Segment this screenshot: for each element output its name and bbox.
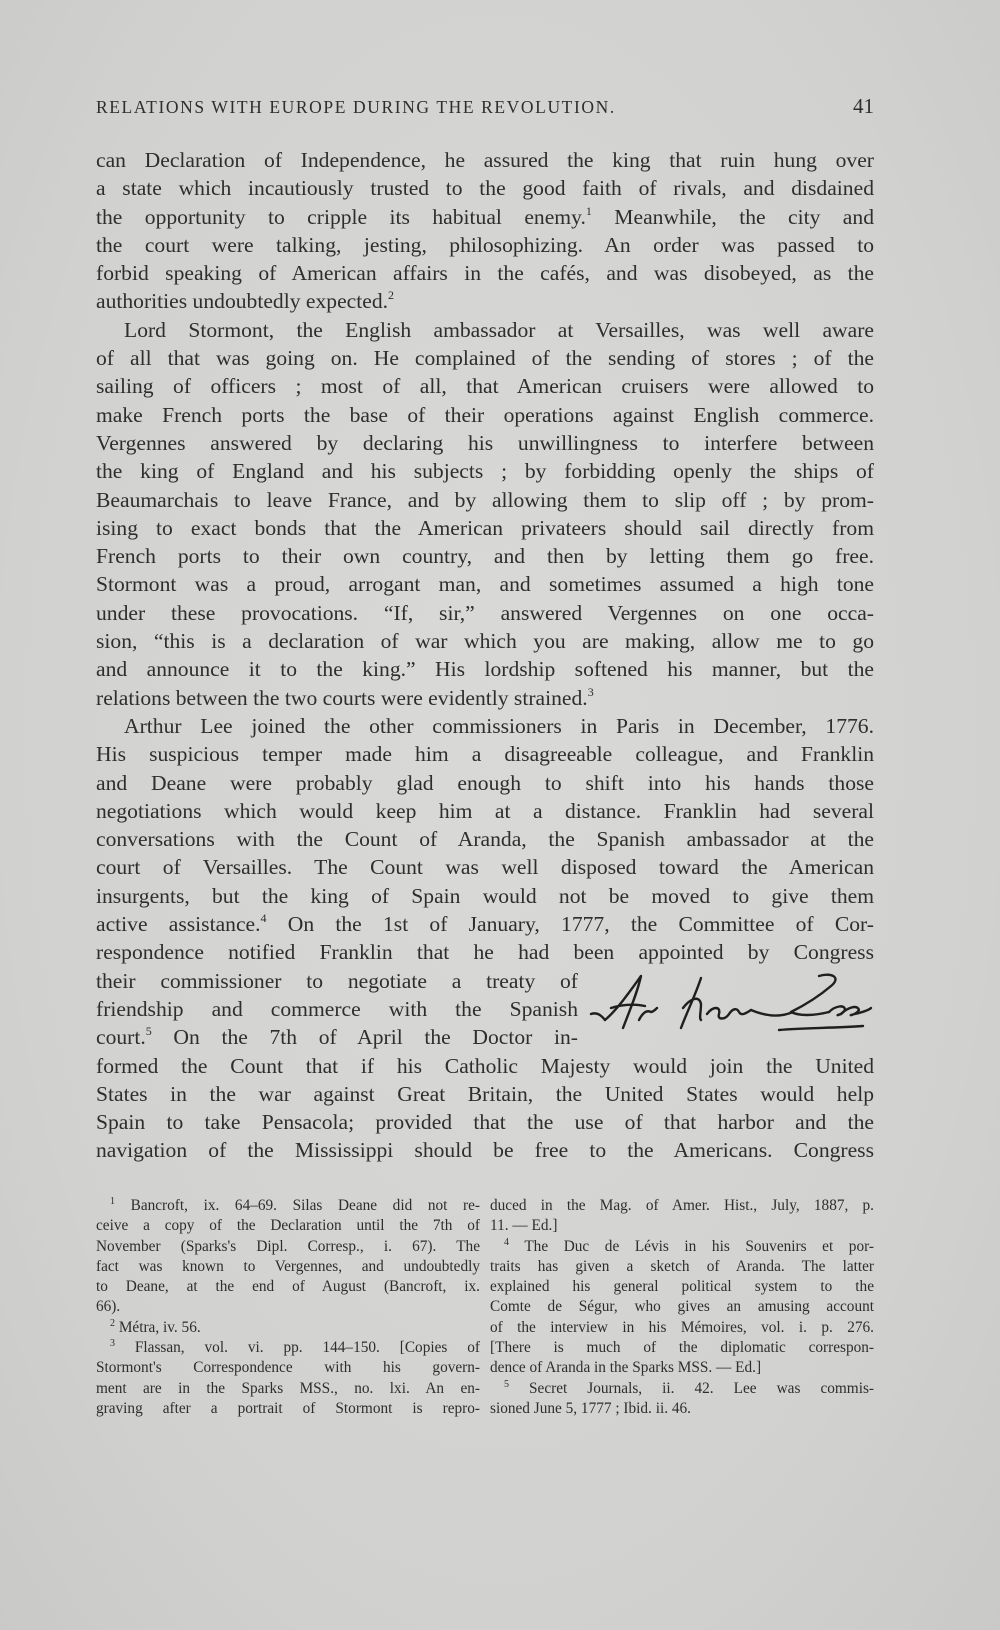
text-line: navigation of the Mississippi should be free to the Americans. Congress — [96, 1138, 874, 1163]
footnote-line: $^4$ The Duc de Lévis in his Souvenirs et por- — [504, 1236, 874, 1255]
footnote-line: Comte de Ségur, who gives an amusing account — [490, 1298, 874, 1316]
footnote-ref: 2 — [388, 288, 395, 303]
footnote-ref: 5 — [145, 1024, 152, 1039]
footnotes — [96, 1196, 874, 1419]
text-line: Spain to take Pensacola; provided that the use of that harbor and the — [96, 1110, 874, 1135]
arthur-lee-signature — [583, 968, 873, 1048]
paragraph-start: Lord Stormont, the English ambassador at Versailles, was well aware — [124, 317, 874, 342]
text-line: friendship and commerce with the Spanish — [96, 996, 578, 1021]
footnote-line: explained his general political system to the — [490, 1278, 874, 1296]
text-line: the opportunity to cripple its habitual enemy.$^1$ Meanwhile, the city and — [96, 203, 874, 229]
footnote-line: sioned June 5, 1777 ; Ibid. ii. 46. — [490, 1399, 691, 1417]
footnote-line: $^5$ Secret Journals, ii. 42. Lee was commis- — [504, 1378, 874, 1397]
footnote-ref: 3 — [587, 684, 594, 699]
text-line: can Declaration of Independence, he assured the king that ruin hung over — [96, 148, 874, 172]
text-line: forbid speaking of American affairs in the cafés, and was disobeyed, as the — [96, 261, 874, 286]
text-line: formed the Count that if his Catholic Majesty would join the United — [96, 1053, 874, 1078]
text-line: court of Versailles. The Count was well disposed toward the American — [96, 855, 874, 880]
text-line: sion, “this is a declaration of war which you are making, allow me to go — [96, 629, 874, 654]
footnote-line: November (Sparks's Dipl. Corresp., i. 67). The — [96, 1237, 480, 1255]
footnote-line: to Deane, at the end of August (Bancroft, ix. — [96, 1278, 480, 1296]
paragraph-start: Arthur Lee joined the other commissioners in Paris in December, 1776. — [124, 713, 874, 738]
footnote-line: Stormont's Correspondence with his govern- — [96, 1359, 480, 1377]
footnote-line: graving after a portrait of Stormont is repro- — [96, 1399, 480, 1417]
footnote-line: traits has given a sketch of Aranda. The latter — [490, 1257, 874, 1275]
footnote-line: ceive a copy of the Declaration until the 7th of — [96, 1217, 480, 1235]
text-line: Vergennes answered by declaring his unwillingness to interfere between — [96, 430, 874, 455]
text-line: States in the war against Great Britain, the United States would help — [96, 1081, 874, 1106]
text-line: and announce it to the king.” His lordship softened his manner, but the — [96, 657, 874, 682]
text-line: French ports to their own country, and then by letting them go free. — [96, 544, 874, 569]
footnotes-left-column — [96, 1196, 480, 1419]
text-line: insurgents, but the king of Spain would not be moved to give them — [96, 883, 874, 908]
text-line: conversations with the Count of Aranda, the Spanish ambassador at the — [96, 827, 874, 852]
text-line: negotiations which would keep him at a distance. Franklin had several — [96, 798, 874, 823]
text-line: make French ports the base of their operations against English commerce. — [96, 402, 874, 427]
footnote-line: $^1$ Bancroft, ix. 64–69. Silas Deane did not re- — [110, 1196, 480, 1214]
text-line: of all that was going on. He complained of the sending of stores ; of the — [96, 346, 874, 371]
text-line: under these provocations. “If, sir,” answered Vergennes on one occa- — [96, 600, 874, 625]
running-title: RELATIONS WITH EUROPE DURING THE REVOLUTION. — [96, 97, 616, 117]
text-line: respondence notified Franklin that he had been appointed by Congress — [96, 940, 874, 965]
text-line: a state which incautiously trusted to the good faith of rivals, and disdained — [96, 176, 874, 201]
text-line: Beaumarchais to leave France, and by allowing them to slip off ; by prom- — [96, 487, 874, 512]
footnote-ref: 1 — [585, 203, 592, 218]
page-number: 41 — [853, 94, 874, 118]
running-header — [96, 94, 874, 119]
text-line: the king of England and his subjects ; by forbidding openly the ships of — [96, 459, 874, 484]
footnote-line: duced in the Mag. of Amer. Hist., July, 1887, p. — [490, 1197, 874, 1214]
footnote-line: fact was known to Vergennes, and undoubtedly — [96, 1257, 480, 1275]
text-line: relations between the two courts were evidently strained.$^3$ — [96, 684, 594, 710]
text-line: their commissioner to negotiate a treaty of — [96, 968, 578, 993]
footnote-line: [There is much of the diplomatic correspon- — [490, 1339, 874, 1357]
footnote-line: $^3$ Flassan, vol. vi. pp. 144–150. [Copies of — [110, 1338, 480, 1357]
text-line: court.$^5$ On the 7th of April the Doctor in- — [96, 1024, 578, 1050]
text-line: active assistance.$^4$ On the 1st of January, 1777, the Committee of Cor- — [96, 911, 874, 937]
text-line: authorities undoubtedly expected.$^2$ — [96, 288, 395, 314]
footnote-line: 11. — Ed.] — [490, 1217, 558, 1235]
footnote-line: $^2$ Métra, iv. 56. — [110, 1317, 201, 1336]
text-line: ising to exact bonds that the American privateers should sail directly from — [96, 515, 874, 540]
text-line: His suspicious temper made him a disagreeable colleague, and Franklin — [96, 742, 874, 767]
text-line: Stormont was a proud, arrogant man, and sometimes assumed a high tone — [96, 572, 874, 597]
footnote-ref: 4 — [260, 911, 267, 926]
text-line: the court were talking, jesting, philosophizing. An order was passed to — [96, 232, 874, 257]
text-line: and Deane were probably glad enough to shift into his hands those — [96, 770, 874, 795]
footnote-line: dence of Aranda in the Sparks MSS. — Ed.] — [490, 1359, 762, 1377]
footnote-line: 66). — [96, 1298, 121, 1316]
footnote-line: ment are in the Sparks MSS., no. lxi. An en- — [96, 1379, 480, 1397]
text-line: sailing of officers ; most of all, that American cruisers were allowed to — [96, 374, 874, 399]
footnote-line: of the interview in his Mémoires, vol. i. p. 276. — [490, 1318, 874, 1336]
footnotes-right-column — [490, 1196, 874, 1419]
